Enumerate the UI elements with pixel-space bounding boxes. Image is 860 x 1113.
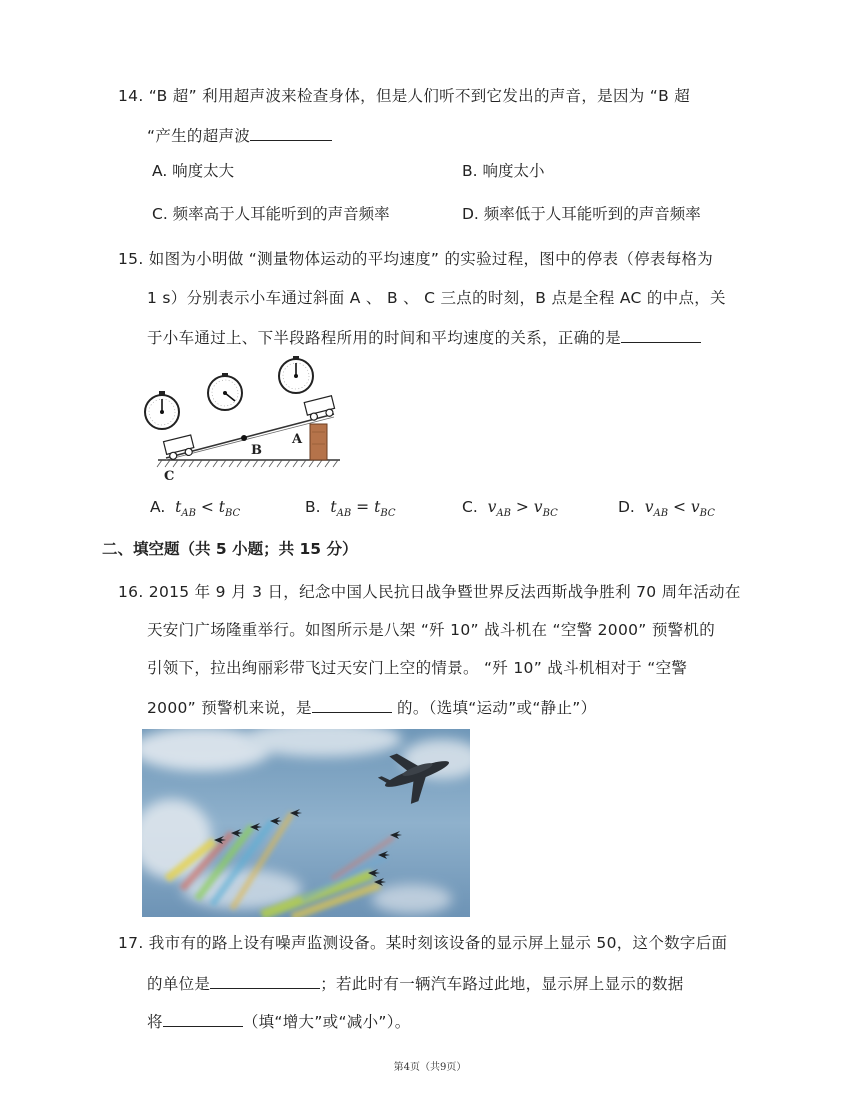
stopwatch-c [145, 391, 179, 429]
wood-block [310, 424, 327, 460]
ground-hatching [157, 460, 338, 467]
label-a: A [292, 432, 303, 447]
q16-answer-blank[interactable] [312, 696, 392, 713]
q17-line3 [147, 1010, 411, 1032]
q15-line3 [147, 326, 701, 348]
q15-option-d[interactable]: D. $v_{AB} < v_{BC}$ [618, 498, 715, 520]
q17-line3-text-b: （填“增大”或“减小”）。 [242, 1013, 411, 1031]
q17-line2-text-a: 的单位是 [147, 975, 211, 993]
q15-line2: 1 s）分别表示小车通过斜面 A 、 B 、 C 三点的时刻，B 点是全程 AC 的中点，关 [147, 289, 726, 307]
stopwatch-a [279, 356, 313, 393]
incline-experiment-figure [140, 354, 345, 484]
label-b: B [251, 443, 262, 458]
q16-line4-text-a: 2000” 预警机来说，是 [147, 699, 312, 717]
q16-line4-text-b: 的。（选填“运动”或“静止”） [397, 699, 597, 717]
q17-line2 [147, 972, 684, 994]
q14-option-a[interactable]: A. 响度太大 [152, 162, 235, 180]
label-c: C [164, 469, 175, 484]
q15-option-c[interactable]: C. $v_{AB} > v_{BC}$ [462, 498, 558, 520]
stopwatch-b [208, 373, 242, 410]
q15-line3-text: 于小车通过上、下半段路程所用的时间和平均速度的关系，正确的是 [147, 329, 622, 347]
q14-line2-text: “产生的超声波 [147, 127, 251, 145]
q14-line1: 14. “B 超” 利用超声波来检查身体，但是人们听不到它发出的声音，是因为 “B 超 [118, 87, 691, 105]
q15-answer-blank[interactable] [621, 326, 701, 343]
q17-line3-text-a: 将 [147, 1013, 163, 1031]
q17-answer-blank-1[interactable] [210, 972, 320, 989]
q17-line2-text-b: ；若此时有一辆汽车路过此地，显示屏上显示的数据 [320, 975, 684, 993]
airshow-photo [142, 729, 470, 917]
q14-option-b[interactable]: B. 响度太小 [462, 162, 545, 180]
q16-line1: 16. 2015 年 9 月 3 日，纪念中国人民抗日战争暨世界反法西斯战争胜利 70 周年活动在 [118, 583, 741, 601]
q14-option-c[interactable]: C. 频率高于人耳能听到的声音频率 [152, 205, 390, 223]
q14-option-d[interactable]: D. 频率低于人耳能听到的声音频率 [462, 205, 701, 223]
q17-answer-blank-2[interactable] [163, 1010, 243, 1027]
q15-line1: 15. 如图为小明做 “测量物体运动的平均速度” 的实验过程，图中的停表（停表每格为 [118, 250, 714, 268]
q16-line4 [147, 696, 596, 718]
section-heading-fill-in: 二、填空题（共 5 小题；共 15 分） [102, 540, 358, 558]
q15-option-b[interactable]: B. $t_{AB} = t_{BC}$ [305, 498, 396, 520]
q15-option-a[interactable]: A. $t_{AB} < t_{BC}$ [150, 498, 241, 520]
q16-line3: 引领下，拉出绚丽彩带飞过天安门上空的情景。 “歼 10” 战斗机相对于 “空警 [147, 659, 688, 677]
point-b-dot [241, 435, 247, 441]
page-footer: 第4页（共9页） [393, 1062, 467, 1073]
q14-line2 [147, 124, 332, 146]
q14-answer-blank[interactable] [250, 124, 332, 141]
q16-line2: 天安门广场隆重举行。如图所示是八架 “歼 10” 战斗机在 “空警 2000” 预警机的 [147, 621, 716, 639]
q17-line1: 17. 我市有的路上设有噪声监测设备。某时刻该设备的显示屏上显示 50，这个数字后面 [118, 934, 728, 952]
